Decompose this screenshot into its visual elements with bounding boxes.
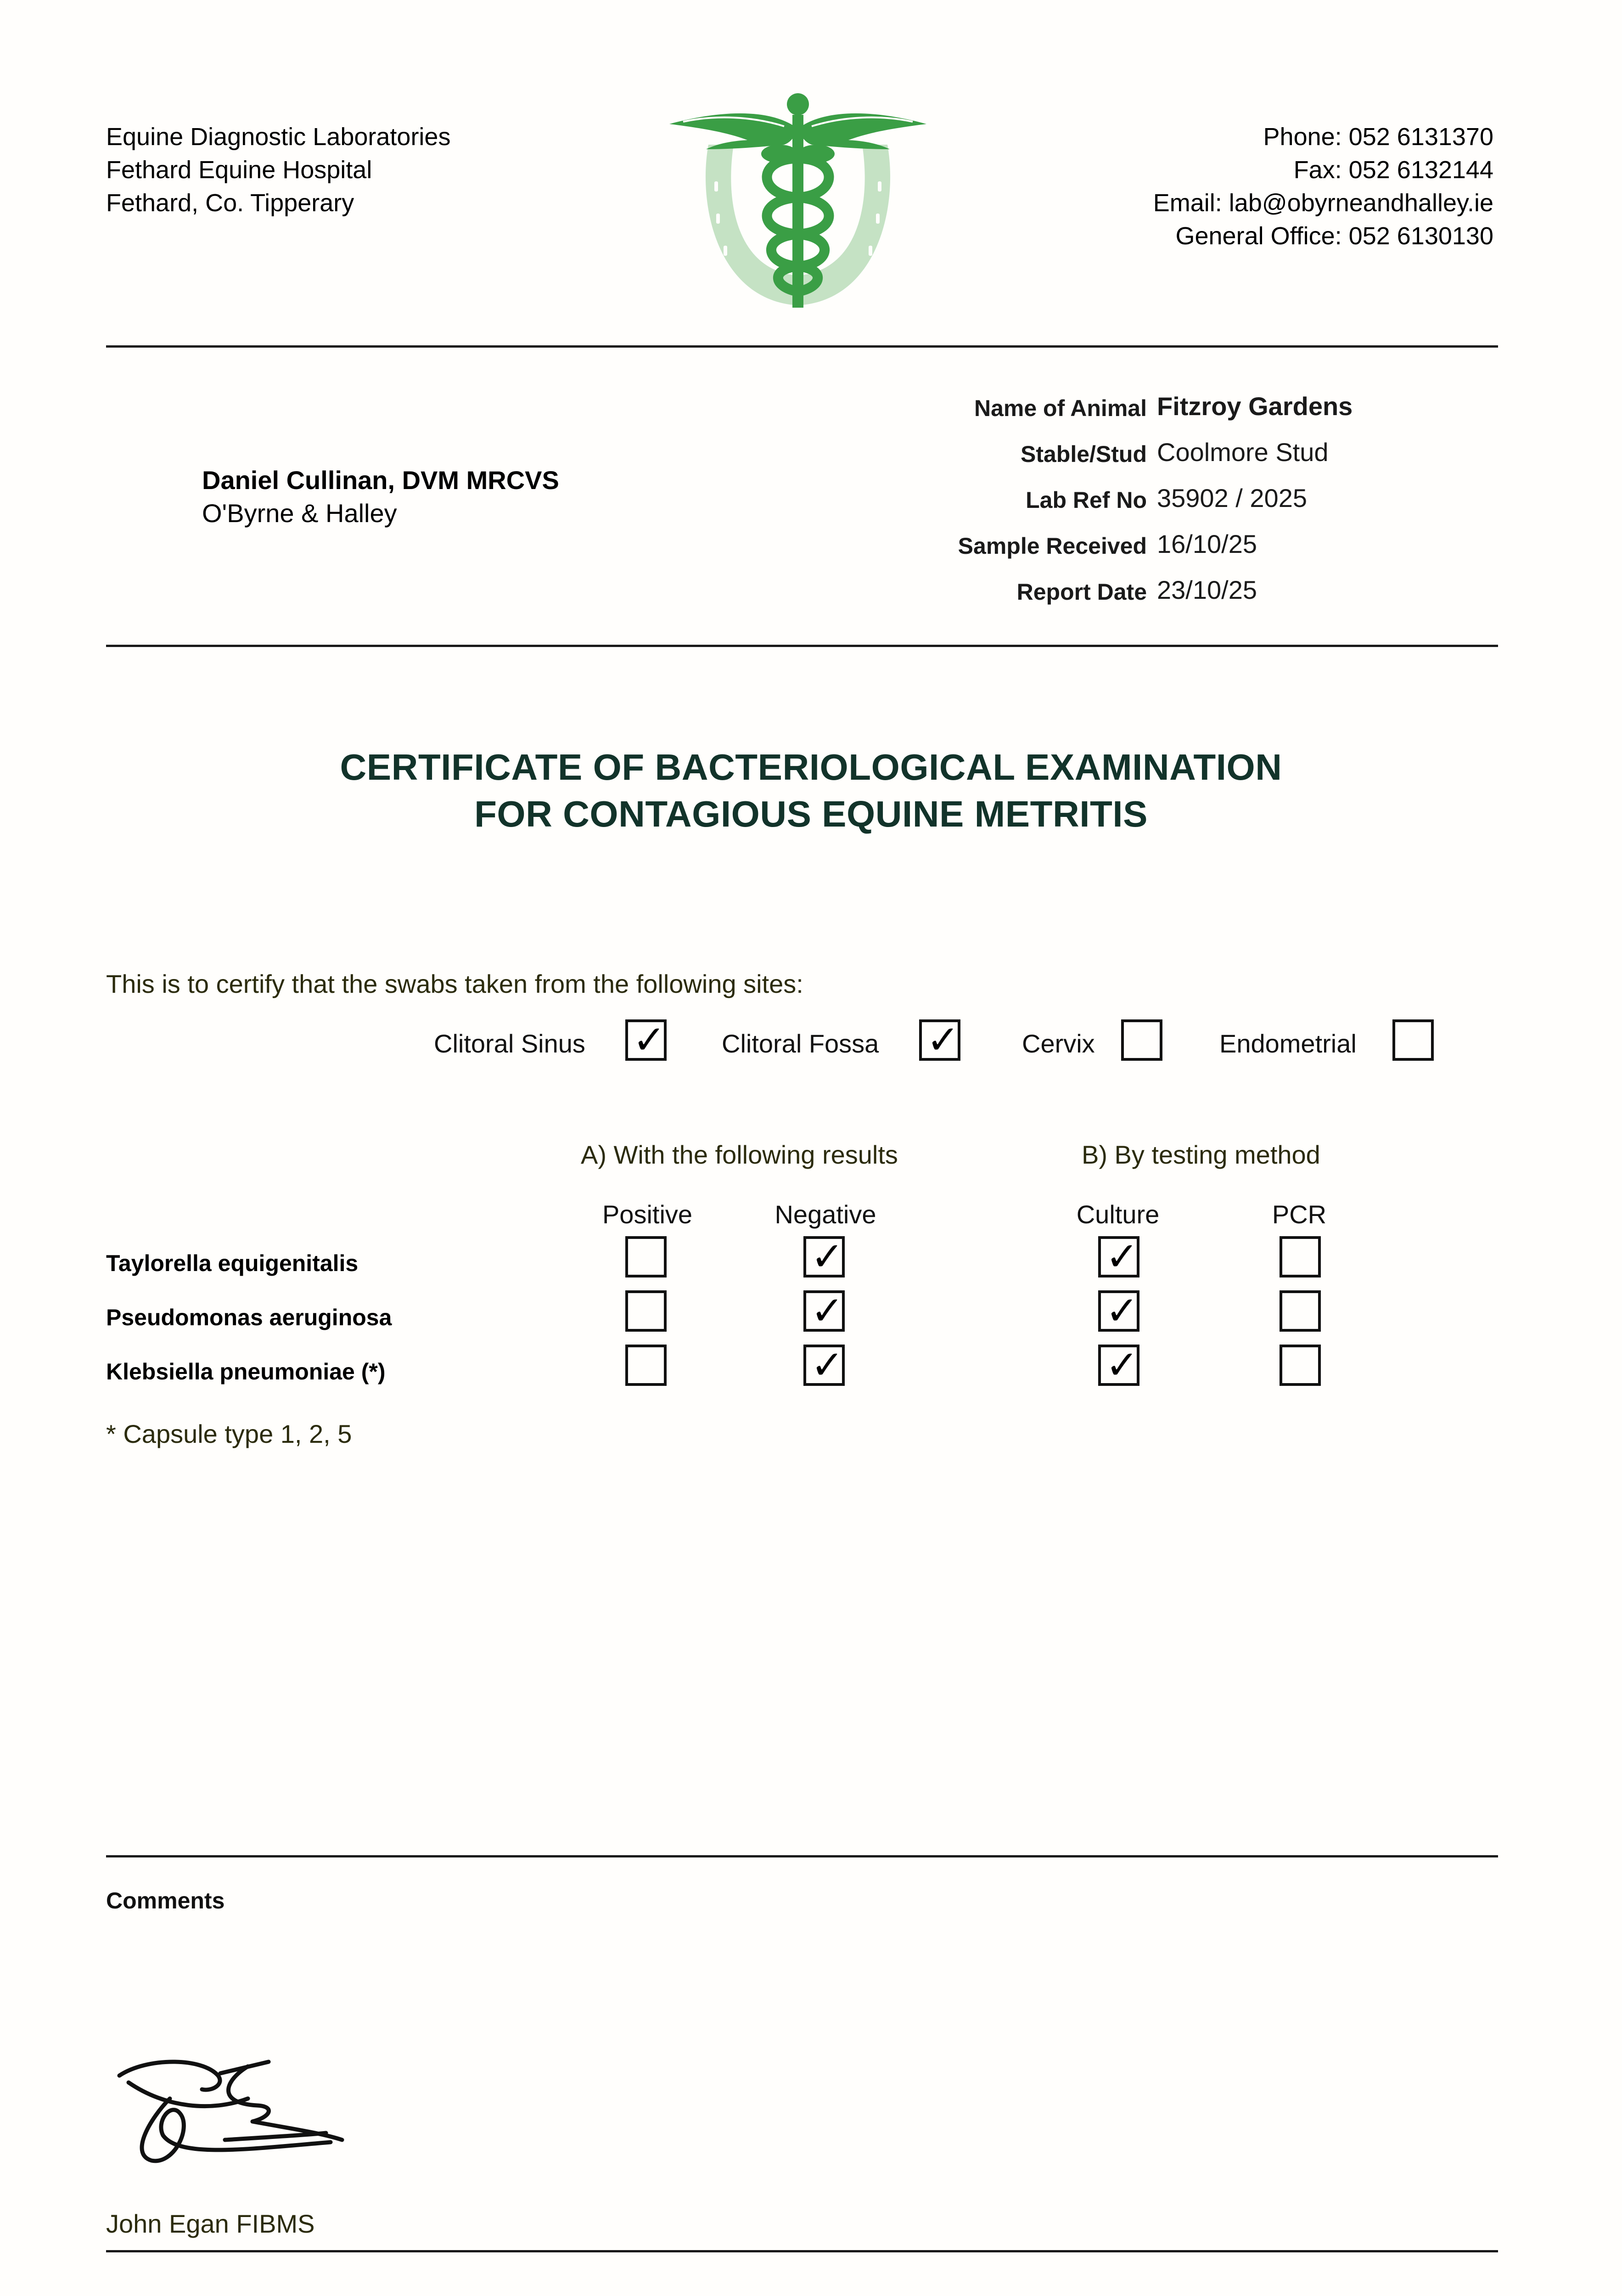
animal-name: Fitzroy Gardens [1157, 392, 1353, 421]
positive-checkbox[interactable] [625, 1290, 667, 1332]
certificate-title [0, 744, 1622, 838]
meta-label: Name of Animal [974, 395, 1147, 421]
positive-checkbox[interactable] [625, 1345, 667, 1386]
comments-label: Comments [106, 1888, 225, 1913]
negative-checkbox[interactable] [803, 1234, 845, 1280]
culture-checkbox[interactable] [1098, 1342, 1139, 1388]
contact-line: Phone: 052 6131370 [1263, 123, 1493, 151]
handwritten-signature [110, 2048, 349, 2172]
meta-label: Sample Received [958, 533, 1147, 559]
divider [106, 1855, 1498, 1857]
tick-icon: ✓ [1106, 1342, 1139, 1388]
lab-address-line: Equine Diagnostic Laboratories [106, 123, 451, 151]
lab-address-line: Fethard Equine Hospital [106, 156, 372, 184]
lab-address-line: Fethard, Co. Tipperary [106, 189, 354, 217]
tick-icon: ✓ [926, 1017, 960, 1063]
organism-name: Pseudomonas aeruginosa [106, 1305, 392, 1330]
lab-ref-value: 35902 / 2025 [1157, 484, 1307, 512]
pcr-checkbox[interactable] [1280, 1345, 1321, 1386]
column-positive: Positive [602, 1200, 693, 1229]
tick-icon: ✓ [811, 1234, 844, 1280]
sample-received-value: 16/10/25 [1157, 529, 1257, 558]
results-heading: A) With the following results [581, 1140, 898, 1169]
recipient-name: Daniel Cullinan, DVM MRCVS [202, 466, 559, 495]
contact-line: Email: lab@obyrneandhalley.ie [1153, 189, 1493, 217]
negative-checkbox[interactable] [803, 1290, 845, 1332]
site-checkbox[interactable] [1392, 1019, 1434, 1061]
site-label: Cervix [1022, 1029, 1095, 1058]
tick-icon: ✓ [811, 1342, 844, 1388]
contact-line: General Office: 052 6130130 [1175, 222, 1493, 250]
caduceus-horseshoe-logo [665, 90, 931, 315]
meta-label: Report Date [1016, 579, 1147, 605]
signer-name: John Egan FIBMS [106, 2209, 315, 2238]
site-label: Endometrial [1219, 1029, 1357, 1058]
site-checkbox[interactable] [919, 1019, 960, 1061]
culture-checkbox[interactable] [1098, 1290, 1139, 1332]
site-checkbox[interactable] [625, 1019, 667, 1061]
title-line: FOR CONTAGIOUS EQUINE METRITIS [474, 793, 1148, 834]
recipient-block [202, 464, 559, 530]
organism-name: Taylorella equigenitalis [106, 1250, 359, 1276]
pcr-checkbox[interactable] [1280, 1290, 1321, 1332]
intro-text: This is to certify that the swabs taken from the following sites: [106, 969, 803, 998]
tick-icon: ✓ [811, 1288, 844, 1334]
meta-label: Stable/Stud [1020, 441, 1147, 467]
meta-label: Lab Ref No [1026, 487, 1147, 513]
column-pcr: PCR [1272, 1200, 1327, 1229]
positive-checkbox[interactable] [625, 1236, 667, 1277]
recipient-practice: O'Byrne & Halley [202, 499, 397, 528]
negative-checkbox[interactable] [803, 1342, 845, 1388]
divider [106, 645, 1498, 647]
divider [106, 2250, 1498, 2252]
contact-details [943, 120, 1493, 253]
title-line: CERTIFICATE OF BACTERIOLOGICAL EXAMINATION [340, 747, 1282, 788]
column-negative: Negative [775, 1200, 876, 1229]
report-date-value: 23/10/25 [1157, 575, 1257, 604]
pcr-checkbox[interactable] [1280, 1236, 1321, 1277]
method-heading: B) By testing method [1082, 1140, 1320, 1169]
site-label: Clitoral Fossa [722, 1029, 879, 1058]
organism-name: Klebsiella pneumoniae (*) [106, 1359, 386, 1384]
column-culture: Culture [1076, 1200, 1160, 1229]
tick-icon: ✓ [1106, 1288, 1139, 1334]
footnote: * Capsule type 1, 2, 5 [106, 1419, 352, 1448]
site-label: Clitoral Sinus [434, 1029, 585, 1058]
site-checkbox[interactable] [1121, 1019, 1162, 1061]
lab-address [106, 120, 450, 219]
tick-icon: ✓ [633, 1017, 666, 1063]
divider [106, 345, 1498, 348]
stable-value: Coolmore Stud [1157, 438, 1329, 467]
tick-icon: ✓ [1106, 1234, 1139, 1280]
contact-line: Fax: 052 6132144 [1293, 156, 1493, 184]
culture-checkbox[interactable] [1098, 1234, 1139, 1280]
